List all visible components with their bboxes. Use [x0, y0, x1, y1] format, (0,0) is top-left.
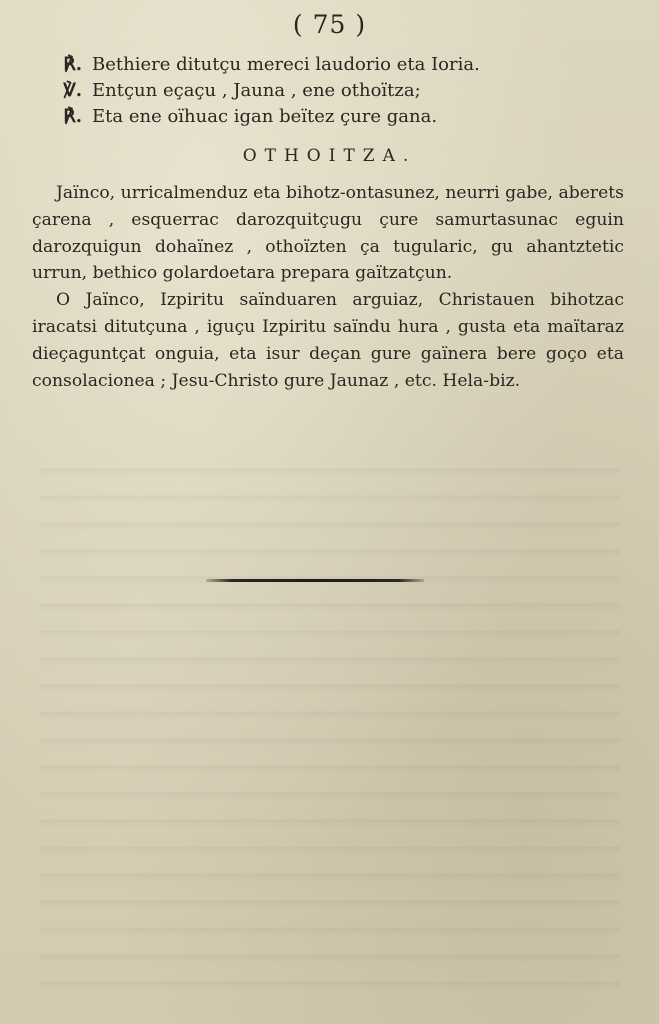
- response-text: Bethiere ditutçu mereci laudorio eta Ioria.: [92, 54, 480, 75]
- responsory: [52, 52, 612, 130]
- prayer-paragraph: Jaïnco, urricalmenduz eta bihotz-ontasunez, neurri gabe, aberets çarena , esquerrac darozquitçugu çure samurtasunac eguin darozquigun dohaïnez , othoïzten ça tugularic, gu ahantztetic urrun, bethico golardoetara prepara gaïtzatçun.: [32, 183, 624, 284]
- response-text: Eta ene oïhuac igan beïtez çure gana.: [92, 106, 438, 127]
- bleed-through-texture: [40, 450, 620, 990]
- response-mark: ℟.: [63, 54, 82, 75]
- response-line: [52, 52, 612, 78]
- section-title: OTHOITZA.: [242, 146, 417, 166]
- ornamental-rule: [206, 579, 424, 582]
- prayer-paragraph: O Jaïnco, Izpiritu saïnduaren arguiaz, Christauen bihotzac iracatsi ditutçuna , iguçu Izpiritu saïndu hura , gusta eta maïtaraz dieçaguntçat onguia, eta isur deçan gure gaïnera bere goço eta consolacionea ; Jesu-Christo gure Jaunaz , etc. Hela-biz.: [32, 290, 624, 391]
- page-number: ( 75 ): [292, 10, 367, 39]
- response-line: [52, 104, 612, 130]
- versicle-text: Entçun eçaçu , Jauna , ene othoïtza;: [92, 80, 421, 101]
- response-mark: ℟.: [63, 106, 82, 127]
- versicle-line: [52, 78, 612, 104]
- prayer-text: [32, 180, 624, 394]
- versicle-mark: ℣.: [63, 80, 82, 101]
